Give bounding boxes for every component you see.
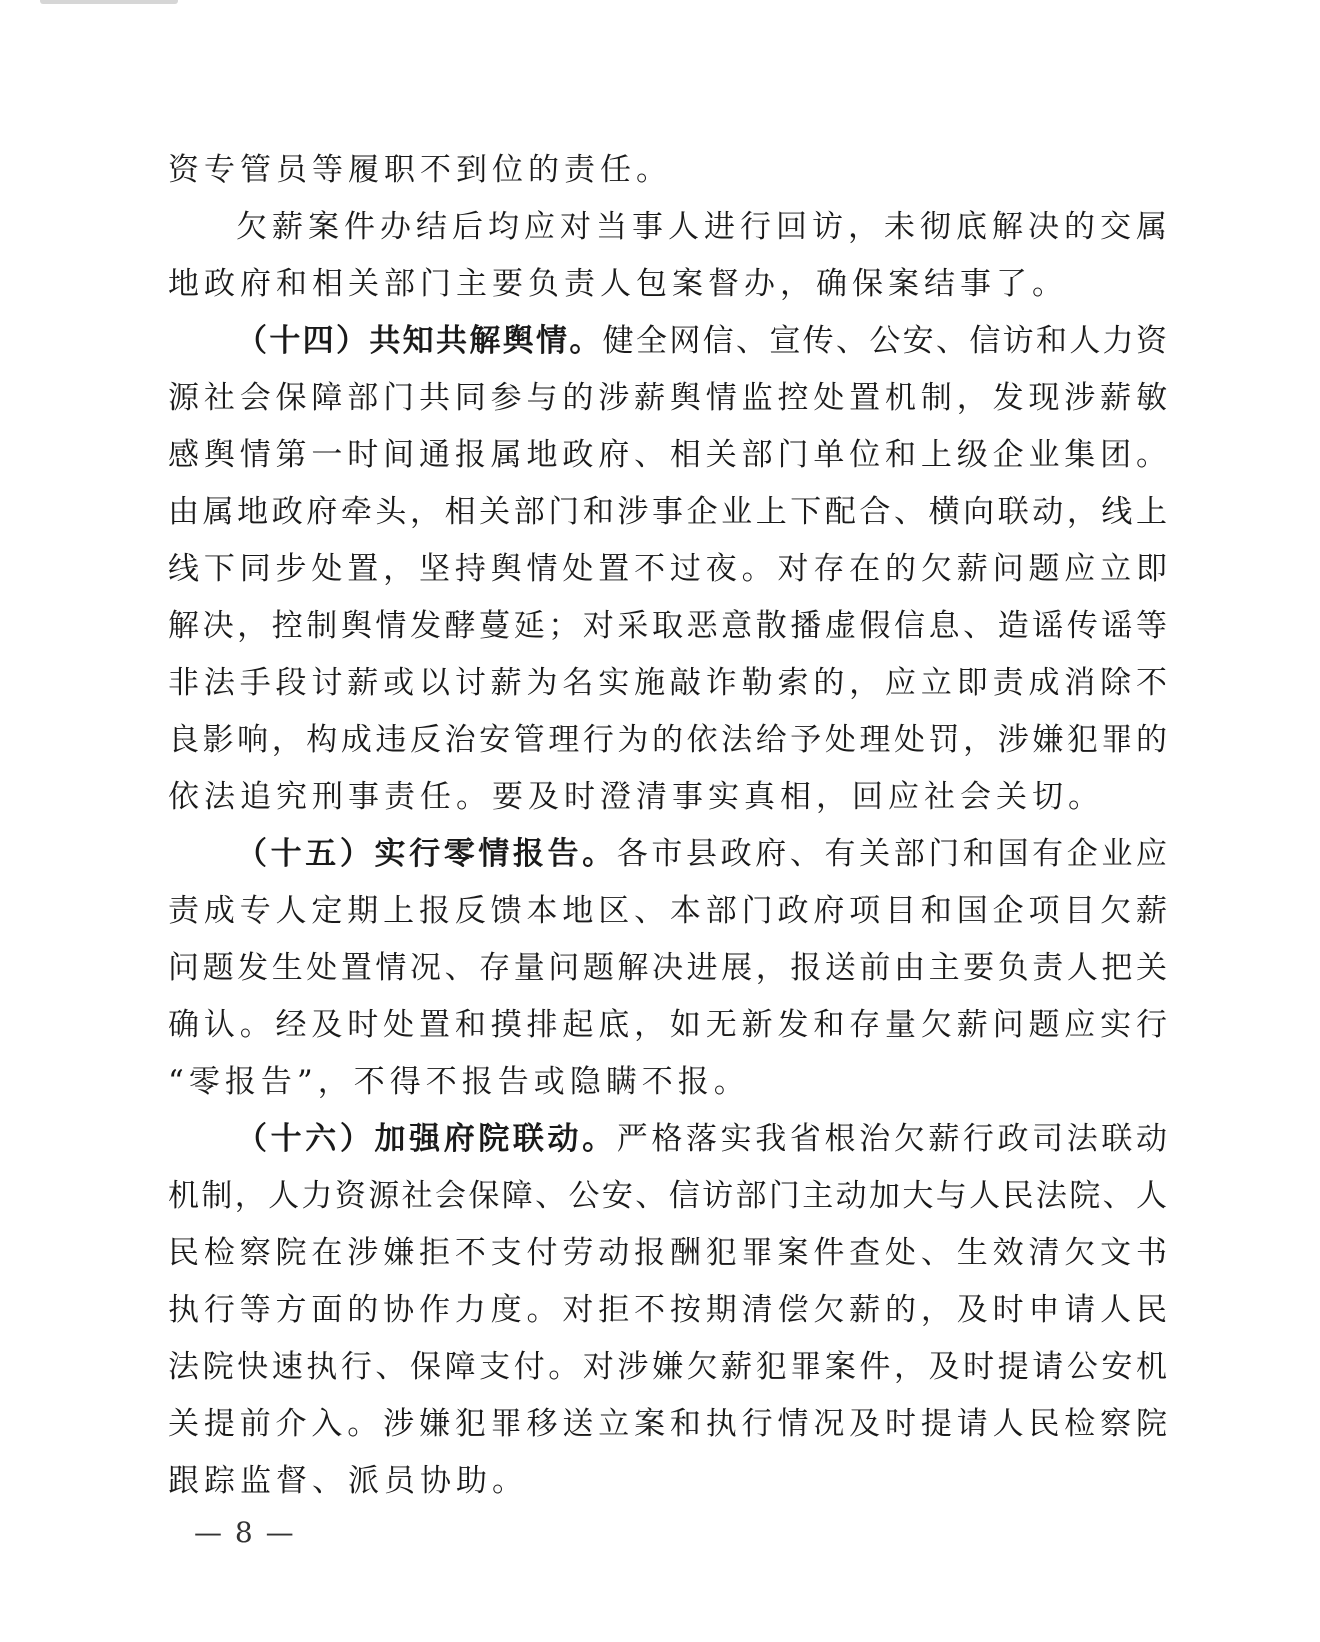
text-line: 跟踪监督、派员协助。 — [168, 1463, 528, 1499]
text-line: 问题发生处置情况、存量问题解决进展，报送前由主要负责人把关 — [168, 950, 1168, 986]
text-line: “零报告”，不得不报告或隐瞒不报。 — [168, 1064, 750, 1100]
text-line: 民检察院在涉嫌拒不支付劳动报酬犯罪案件查处、生效清欠文书 — [168, 1235, 1168, 1271]
top-scroll-indicator — [40, 0, 178, 4]
section-heading: （十四）共知共解舆情。 — [236, 323, 603, 359]
text-line: 线下同步处置，坚持舆情处置不过夜。对存在的欠薪问题应立即 — [168, 551, 1168, 587]
section-heading: （十五）实行零情报告。 — [236, 836, 617, 872]
text-line: 解决，控制舆情发酵蔓延；对采取恶意散播虚假信息、造谣传谣等 — [168, 608, 1168, 644]
text-line: 欠薪案件办结后均应对当事人进行回访，未彻底解决的交属 — [236, 209, 1168, 245]
text-line: 资专管员等履职不到位的责任。 — [168, 152, 672, 188]
text-line: 非法手段讨薪或以讨薪为名实施敲诈勒索的，应立即责成消除不 — [168, 665, 1168, 701]
text-line: 关提前介入。涉嫌犯罪移送立案和执行情况及时提请人民检察院 — [168, 1406, 1168, 1442]
text-line: 感舆情第一时间通报属地政府、相关部门单位和上级企业集团。 — [168, 437, 1168, 473]
text-line: 源社会保障部门共同参与的涉薪舆情监控处置机制，发现涉薪敏 — [168, 380, 1168, 416]
text-run: 各市县政府、有关部门和国有企业应 — [616, 836, 1168, 872]
page-number: — 8 — — [194, 1516, 296, 1549]
text-run: 健全网信、宣传、公安、信访和人力资 — [602, 323, 1168, 359]
text-line — [168, 1111, 1168, 1168]
section-heading: （十六）加强府院联动。 — [236, 1121, 617, 1157]
text-line — [168, 313, 1168, 370]
text-line: 地政府和相关部门主要负责人包案督办，确保案结事了。 — [168, 266, 1068, 302]
text-line — [168, 826, 1168, 883]
text-line: 法院快速执行、保障支付。对涉嫌欠薪犯罪案件，及时提请公安机 — [168, 1349, 1168, 1385]
text-run: 严格落实我省根治欠薪行政司法联动 — [616, 1121, 1168, 1157]
text-line: 良影响，构成违反治安管理行为的依法给予处理处罚，涉嫌犯罪的 — [168, 722, 1168, 758]
text-line: 依法追究刑事责任。要及时澄清事实真相，回应社会关切。 — [168, 779, 1104, 815]
text-line: 机制，人力资源社会保障、公安、信访部门主动加大与人民法院、人 — [168, 1178, 1168, 1214]
text-line: 责成专人定期上报反馈本地区、本部门政府项目和国企项目欠薪 — [168, 893, 1168, 929]
document-page — [168, 142, 1168, 1510]
text-line: 执行等方面的协作力度。对拒不按期清偿欠薪的，及时申请人民 — [168, 1292, 1168, 1328]
text-line: 确认。经及时处置和摸排起底，如无新发和存量欠薪问题应实行 — [168, 1007, 1168, 1043]
text-line: 由属地政府牵头，相关部门和涉事企业上下配合、横向联动，线上 — [168, 494, 1168, 530]
